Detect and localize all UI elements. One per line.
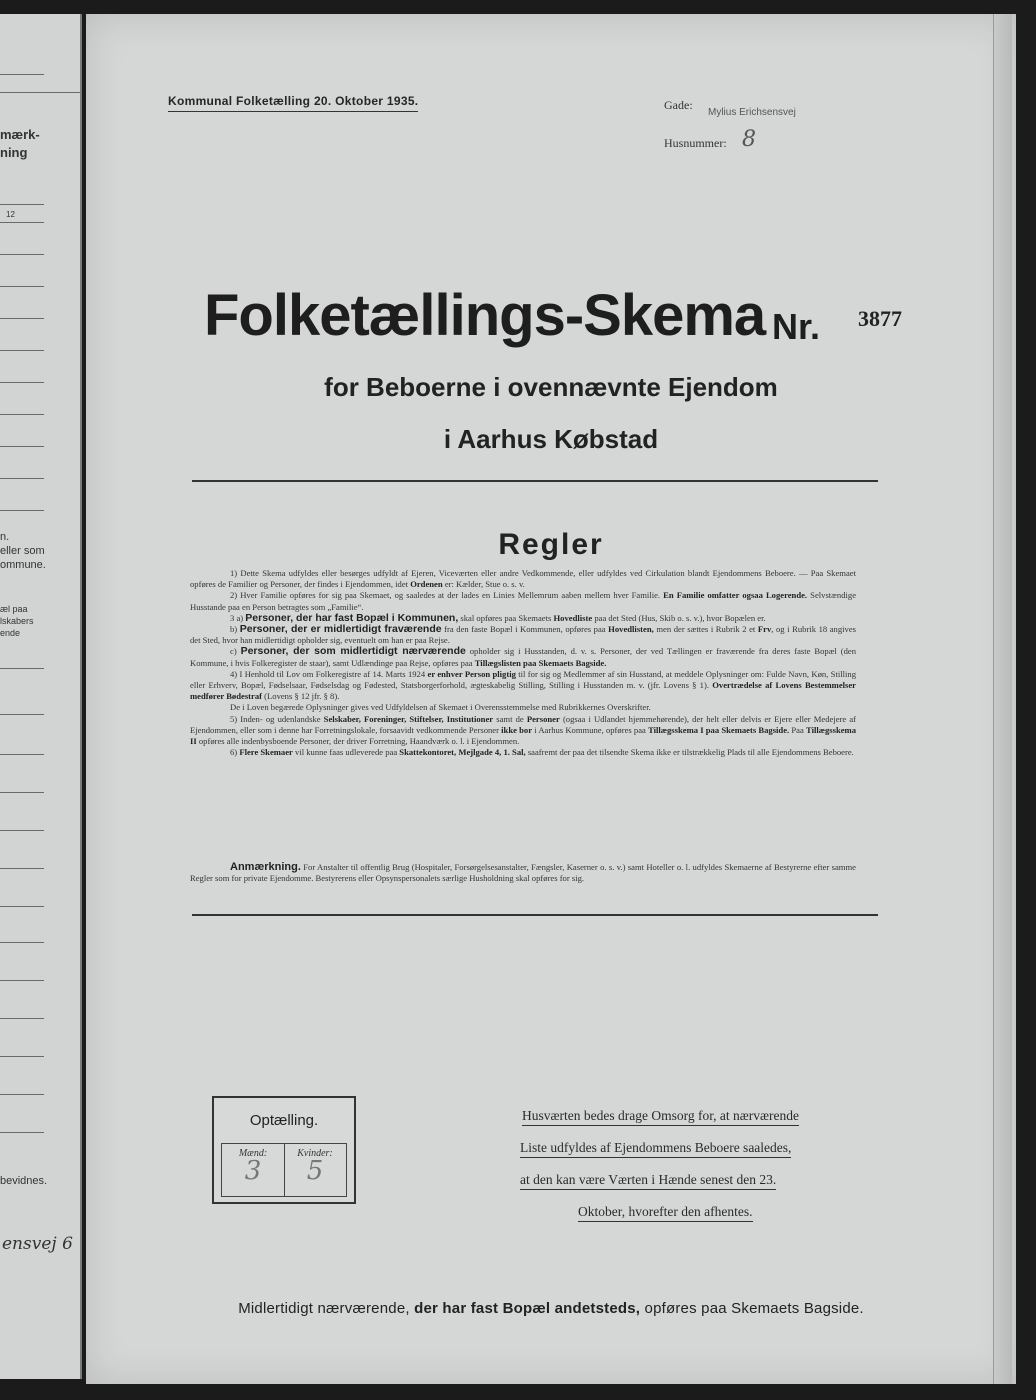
kvinder-label: Kvinder: xyxy=(297,1148,333,1159)
notice-line: Oktober, hvorefter den afhentes. xyxy=(578,1204,753,1222)
maend-value: 3 xyxy=(244,1156,262,1186)
rule-3b: b) Personer, der er midlertidigt fraværende fra den faste Bopæl i Kommunen, opføres paa Hovedlisten, men der sættes i Rubrik 2 et Frv, og i Rubrik 18 angives det Sted, hvor han midlertidigt opholder sig, eventuelt om han er paa Rejse. xyxy=(190,623,856,646)
notice-line: Husværten bedes drage Omsorg for, at nærværende xyxy=(522,1108,799,1126)
left-fragment: lskabers xyxy=(0,616,34,626)
divider xyxy=(192,480,878,482)
rule-4: 4) I Henhold til Lov om Folkeregistre af 14. Marts 1924 er enhver Person pligtig til for sig og Medlemmer af sin Husstand, at meddele Oplysninger om: Fulde Navn, Køn, Stilling eller Erhverv, Bopæl, Fødselsaar, Fødselsdag og Fødested, Statsborgerforhold, ægteskabelig Stilling, Stilling i Husstanden m. v. (jfr. Lovens § 1). Overtrædelse af Lovens Bestemmelser medfører Bødestraf (Lovens § 12 jfr. § 8). xyxy=(190,668,857,702)
left-fragment: n. xyxy=(0,531,10,543)
census-form-page xyxy=(86,14,1016,1384)
form-number: 3877 xyxy=(858,306,902,331)
divider xyxy=(192,914,878,916)
left-fragment: bevidnes. xyxy=(0,1175,48,1187)
rule-3c: c) Personer, der som midlertidigt nærværende opholder sig i Husstanden, d. v. s. Personer, der ved Tællingen er fraværende fra deres faste Bopæl (den Kommune, i hvis Folkeregister de staar), samt Udlændinge paa Rejse, opføres paa Tillægslisten paa Skemaets Bagside. xyxy=(190,645,856,668)
notice-line: at den kan være Værten i Hænde senest den 23. xyxy=(520,1172,776,1190)
rule-6: 6) Flere Skemaer vil kunne faas udleverede paa Skattekontoret, Mejlgade 4, 1. Sal, saafremt der paa det tilsendte Skema ikke er tilstrækkelig Plads til alle Ejendommens Beboere. xyxy=(230,747,854,758)
husnummer-value: 8 xyxy=(742,127,756,152)
husnummer-label: Husnummer: xyxy=(664,136,727,150)
left-handwriting: ensvej 6 xyxy=(2,1234,73,1254)
regler-heading: Regler xyxy=(498,528,604,561)
form-title: Folketællings-Skema xyxy=(204,283,766,348)
page-edge xyxy=(993,14,1012,1384)
left-fragment: ning xyxy=(0,145,28,160)
notice-line: Liste udfyldes af Ejendommens Beboere saaledes, xyxy=(520,1140,791,1158)
left-fragment: ommune. xyxy=(0,559,46,571)
left-fragment: æl paa xyxy=(0,604,28,614)
count-box xyxy=(212,1096,356,1204)
left-facing-page xyxy=(0,14,82,1379)
kvinder-value: 5 xyxy=(306,1156,324,1186)
rule-1: 1) Dette Skema udfyldes eller besørges udfyldt af Ejeren, Viceværten eller andre Vedkommende, eller udfyldes ved Cirkulation blandt Ejendommens Beboere. — Paa Skemaet opføres de Familier og Personer, der findes i Ejendommen, idet Ordenen er: Kælder, Stue o. s. v. xyxy=(190,568,856,590)
footer-note: Midlertidigt nærværende, der har fast Bopæl andetsteds, opføres paa Skemaets Bagside. xyxy=(238,1300,864,1317)
count-title: Optælling. xyxy=(249,1112,319,1129)
census-header: Kommunal Folketælling 20. Oktober 1935. xyxy=(168,94,418,112)
subtitle-1: for Beboerne i ovennævnte Ejendom xyxy=(324,372,778,402)
count-table xyxy=(221,1143,347,1197)
rule-4b: De i Loven begærede Oplysninger gives ved Udfyldelsen af Skemaet i Overensstemmelse med Rubrikkernes Overskrifter. xyxy=(230,702,651,713)
nr-label: Nr. xyxy=(772,306,821,347)
maend-label: Mænd: xyxy=(238,1148,268,1159)
left-fragment: eller som xyxy=(0,545,45,557)
rules-text xyxy=(190,568,856,758)
left-fragment: ende xyxy=(0,628,21,638)
anmaerkning: Anmærkning. For Anstalter til offentlig Brug (Hospitaler, Forsørgelsesanstalter, Fængsler, Kaserner o. s. v.) samt Hoteller o. l. udfyldes Skemaerne af Bestyrerne efter samme Regler som for private Ejendomme. Bestyrerens eller Opsynspersonalets særlige Husholdning skal opføres for sig. xyxy=(190,861,856,884)
rule-5: 5) Inden- og udenlandske Selskaber, Foreninger, Stiftelser, Institutioner samt de Personer (ogsaa i Udlandet hjemmehørende), der helt eller delvis er Ejere eller Medejere af Ejendommen, eller som i denne har Forretningslokale, forsaavidt vedkommende Personer ikke bor i Aarhus Kommune, opføres paa Tillægsskema I paa Skemaets Bagside. Paa Tillægsskema II opføres alle indenbysboende Personer, der driver Forretning, Haandværk o. l. i Ejendommen. xyxy=(190,713,857,747)
left-fragment: mærk- xyxy=(0,127,40,142)
left-fragment: 12 xyxy=(6,210,15,219)
subtitle-2: i Aarhus Købstad xyxy=(443,424,659,454)
rule-3a: 3 a) Personer, der har fast Bopæl i Kommunen, skal opføres paa Skemaets Hovedliste paa det Sted (Hus, Skib o. s. v.), hvor Bopælen er. xyxy=(230,611,766,624)
rule-2: 2) Hver Familie opføres for sig paa Skemaet, og saaledes at der lades en Linies Mellemrum aaben mellem hver Familie. En Familie omfatter ogsaa Logerende. Selvstændige Husstande paa en Person betragtes som „Familie“. xyxy=(190,590,857,612)
gade-label: Gade: xyxy=(664,98,693,112)
gade-value: Mylius Erichsensvej xyxy=(708,107,796,118)
